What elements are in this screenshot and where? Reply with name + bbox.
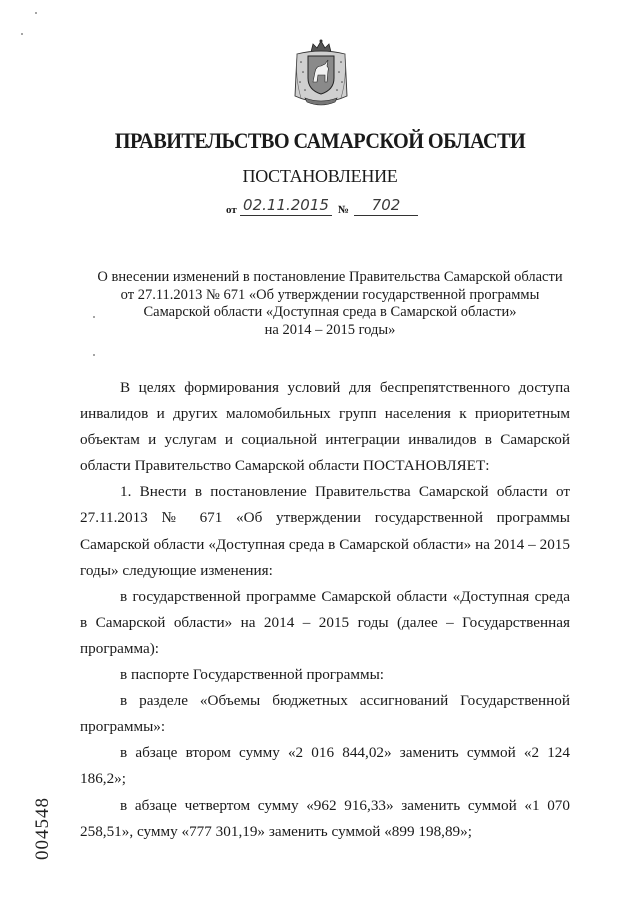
subject-line: О внесении изменений в постановление Правительства Самарской области: [97, 269, 563, 285]
scan-speck: [93, 354, 95, 356]
document-body: [80, 375, 570, 845]
registration-number: 004548: [32, 797, 53, 860]
date-label: от: [226, 204, 237, 216]
body-paragraph: в паспорте Государственной программы:: [120, 666, 385, 684]
subject-line: на 2014 – 2015 годы»: [264, 321, 396, 338]
scan-speck: [35, 12, 37, 14]
handwritten-number: 702: [354, 196, 418, 216]
subject-line: Самарской области «Доступная среда в Самарской области»: [143, 304, 517, 320]
document-subject: [70, 269, 590, 339]
body-paragraph: В целях формирования условий для беспрепятственного доступа инвалидов и других маломобильных групп населения к приоритетным объектам и услугам и социальной интеграции инвалидов в Самарской области Правительство Самарской области ПОСТАНОВЛЯЕТ:: [80, 379, 570, 475]
subject-line: от 27.11.2013 № 671 «Об утверждении государственной программы: [120, 286, 540, 303]
side-registration-stamp: [30, 790, 56, 860]
coat-of-arms-emblem: [291, 38, 351, 110]
handwritten-date: 02.11.2015: [240, 196, 332, 216]
document-type: ПОСТАНОВЛЕНИЕ: [242, 166, 398, 186]
body-paragraph: в абзаце втором сумму «2 016 844,02» заменить суммой «2 124 186,2»;: [80, 744, 570, 788]
body-paragraph: в разделе «Объемы бюджетных ассигнований Государственной программы»:: [80, 692, 570, 736]
body-paragraph: в абзаце четвертом сумму «962 916,33» заменить суммой «1 070 258,51», сумму «777 301,19» заменить суммой «899 198,89»;: [80, 796, 570, 840]
organization-title: ПРАВИТЕЛЬСТВО САМАРСКОЙ ОБЛАСТИ: [114, 128, 526, 153]
date-number-line: [226, 196, 446, 220]
body-paragraph: в государственной программе Самарской области «Доступная среда в Самарской области» на 2014 – 2015 годы (далее – Государственная программа):: [80, 587, 570, 657]
number-label: №: [338, 204, 350, 216]
scan-speck: [93, 316, 95, 318]
scan-speck: [21, 33, 23, 35]
body-paragraph: 1. Внести в постановление Правительства Самарской области от 27.11.2013 № 671 «Об утверждении государственной программы Самарской области «Доступная среда в Самарской области» на 2014 – 2015 годы» следующие изменения:: [80, 483, 570, 579]
